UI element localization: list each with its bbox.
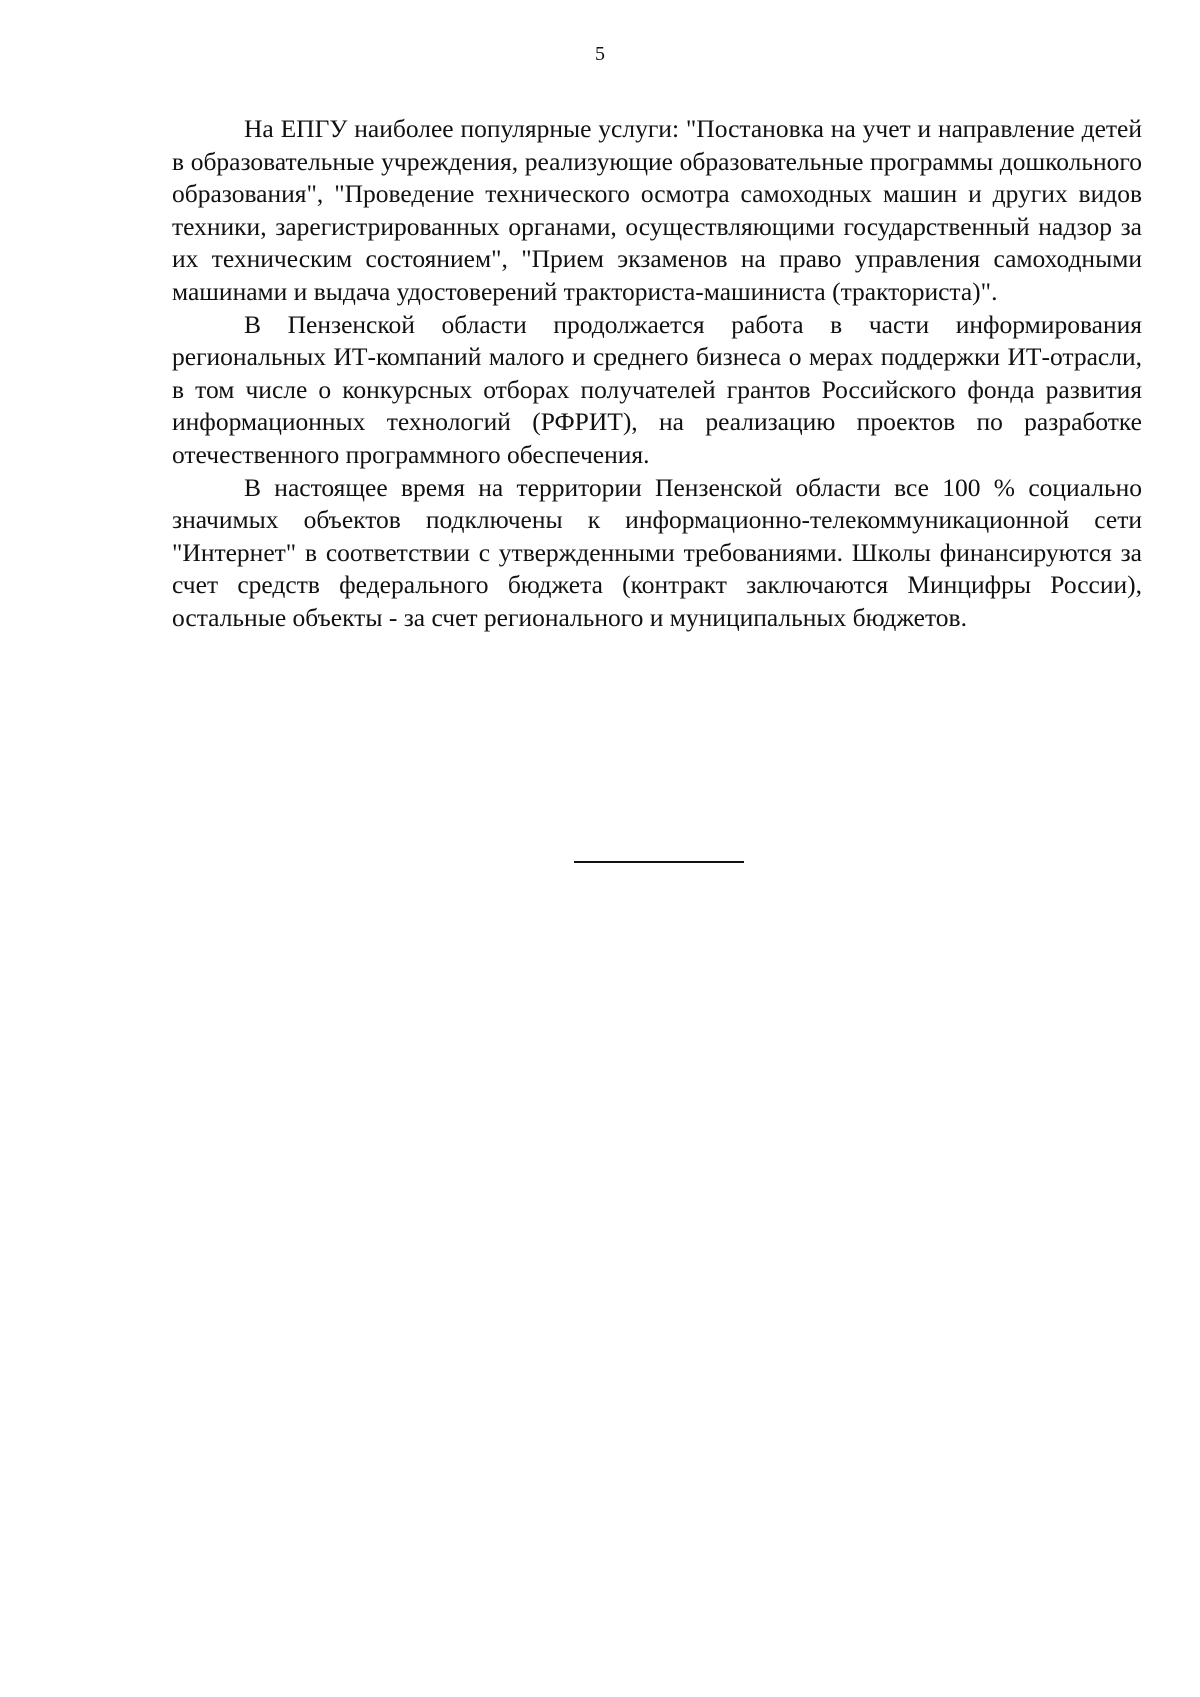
paragraph-epgu-services: На ЕПГУ наиболее популярные услуги: "Постановка на учет и направление детей в образовательные учреждения, реализующие образовательные программы дошкольного образования", "Проведение технического осмотра самоходных машин и других видов техники, зарегистрированных органами, осуществляющими государственный надзор за их техническим состоянием", "Прием экзаменов на право управления самоходными машинами и выдача удостоверений тракториста-машиниста (тракториста)". — [172, 114, 1142, 306]
end-of-text-rule — [574, 861, 744, 863]
body-text — [172, 113, 1142, 635]
page-number: 5 — [595, 43, 605, 65]
paragraph-it-support: В Пензенской области продолжается работа в части информирования региональных ИТ-компаний малого и среднего бизнеса о мерах поддержки ИТ-отрасли, в том числе о конкурсных отборах получателей грантов Российского фонда развития информационных технологий (РФРИТ), на реализацию проектов по разработке отечественного программного обеспечения. — [172, 309, 1142, 469]
paragraph-internet-connection: В настоящее время на территории Пензенской области все 100 % социально значимых объектов подключены к информационно-телекоммуникационной сети "Интернет" в соответствии с утвержденными требованиями. Школы финансируются за счет средств федерального бюджета (контракт заключаются Минцифры России), остальные объекты - за счет регионального и муниципальных бюджетов. — [172, 472, 1142, 632]
